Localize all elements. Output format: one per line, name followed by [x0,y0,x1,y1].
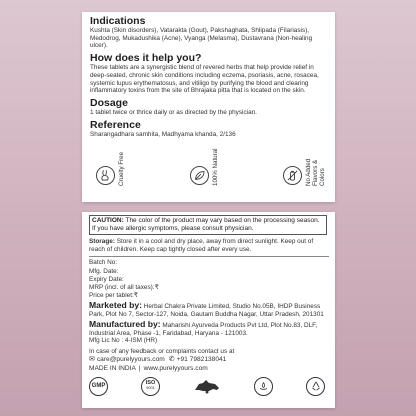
batch-info [89,259,329,300]
mfg-license: Mfg Lic No : 4-ISM (HR) [89,337,158,345]
storage-text: Store it in a cool and dry place, away from direct sunlight. Keep out of reach of children. Keep cap tightly closed after every use. [89,238,314,253]
storage-note [89,238,329,253]
expiry-date: Expiry Date: [89,275,124,283]
separator: | [138,364,141,372]
marketed-text: Herbal Chakra Private Limited, Studio No.05B, IHDP Business Park, Plot No 7, Sector-127, Noida, Gautam Buddha Nagar, Uttar Pradesh, 201301 [89,303,324,319]
reference-text: Sharangadhara samhita, Madhyama khanda, 2/136 [90,130,236,138]
email-link[interactable]: care@purelyyours.com [96,355,165,363]
indications-text: Kushta (Skin disorders), Vatarakta (Gout), Pakshaghata, Shlipada (Filariasis), Medodrog, Mukadushika (Acne), Vyanga (Melasma), Dustavrana (Non-healing ulcer). [90,27,313,50]
iso-label: ISO [145,379,156,386]
help-heading: How does it help you? [90,52,202,65]
made-in-row [89,365,329,373]
manufactured-text: Maharishi Ayurveda Products Pvt Ltd, Plot No.83, DLF, Industrial Area, Phase -1, Faridabad, Haryana - 121003. [89,321,318,337]
contact-row [89,356,329,364]
recycle-icon [306,377,325,396]
indications-heading: Indications [90,15,146,27]
iso-sub: 9001 [146,386,155,391]
feedback-text: In case of any feedback or complaints contact us at [89,347,235,355]
divider [89,256,329,257]
dosage-text: 1 tablet twice or thrice daily or as directed by the physician. [90,108,257,116]
feature-label: No Added Flavors & Colors [305,159,326,187]
feature-cruelty-free [96,142,125,186]
no-additives-icon [283,166,302,185]
feature-natural [190,142,219,186]
manufactured-by [89,318,329,337]
marketed-label: Marketed by: [89,300,143,311]
product-info-card [82,12,335,202]
marketed-by [89,302,329,318]
feature-no-additives [283,142,326,186]
iso-icon [141,377,160,396]
caution-box [89,215,327,235]
bunny-icon [96,166,115,185]
caution-label: CAUTION: [92,217,124,224]
feature-icons-row [90,142,328,186]
feature-label: Cruelty Free [118,152,125,187]
website-link[interactable]: www.purelyyours.com [143,364,208,372]
whatsapp-icon: ✆ [168,355,175,363]
caution-text: The color of the product may vary based on the processing season. If you have allergic symptoms, please consult physician. [92,217,320,232]
storage-label: Storage: [89,238,115,245]
price-per-tablet: Price per tablet:₹ [89,292,138,300]
certification-badges [89,377,329,396]
make-in-india-lion-icon [193,377,221,396]
gmp-icon [89,377,108,396]
ayurveda-hand-icon [254,377,273,396]
phone-number[interactable]: +91 7982138041 [176,355,227,363]
feature-label: 100% Natural [211,148,219,187]
help-text: These tablets are a synergistic blend of revered herbs that help provide relief in deep-seated, chronic skin conditions including eczema, psoriasis, acne, rosacea, systemic lupus erythematosus, and vitiligo by purifying the blood and clearing inflammatory toxins from the site of Bhrajaka pitta that is located on the skin. [90,64,319,95]
reference-heading: Reference [90,118,141,131]
gmp-label: GMP [91,383,106,390]
email-icon: ✉ [89,355,95,363]
mfg-date: Mfg. Date: [89,267,119,275]
leaf-icon [190,166,209,185]
made-in-india: MADE IN INDIA [89,364,136,372]
dosage-heading: Dosage [90,96,128,109]
mrp: MRP (incl. of all taxes):₹ [89,284,159,292]
batch-no: Batch No: [89,259,118,267]
product-label-card [82,212,335,408]
manufactured-label: Manufactured by: [89,318,161,329]
